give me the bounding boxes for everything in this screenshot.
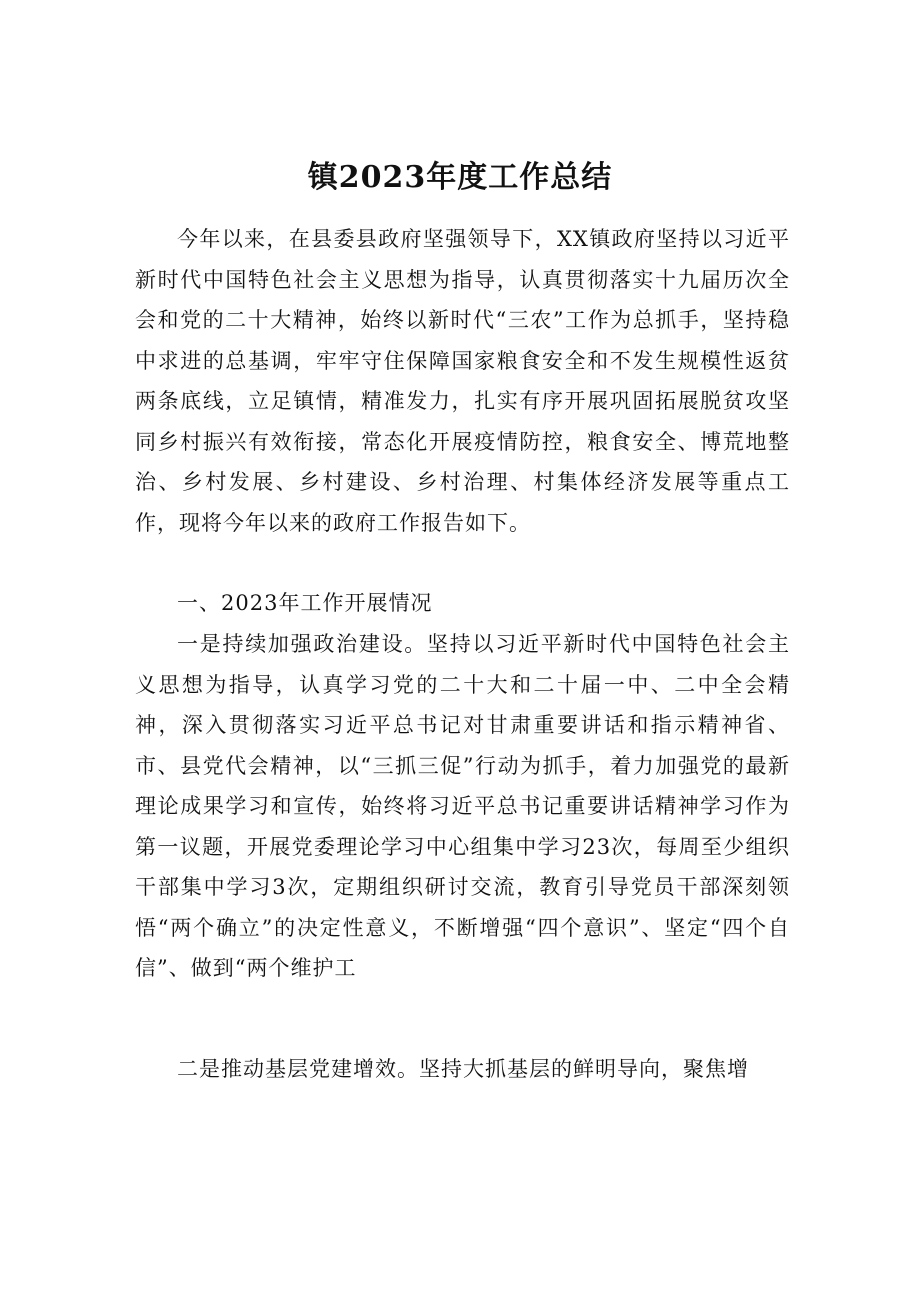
item-two-paragraph: 二是推动基层党建增效。坚持大抓基层的鲜明导向，聚焦增: [177, 1057, 749, 1081]
item-one-paragraph: 一是持续加强政治建设。坚持以习近平新时代中国特色社会主义思想为指导，认真学习党的二十大和二十届一中、二中全会精神，深入贯彻落实习近平总书记对甘肃重要讲话和指示精神省、市、县党代会精神，以“三抓三促”行动为抓手，着力加强党的最新理论成果学习和宣传，始终将习近平总书记重要讲话精神学习作为第一议题，开展党委理论学习中心组集中学习23次，每周至少组织干部集中学习3次，定期组织研讨交流，教育引导党员干部深刻领悟“两个确立”的决定性意义，不断增强“四个意识”、坚定“四个自信”、做到“两个维护工: [135, 632, 790, 980]
section-heading: 一、2023年工作开展情况: [177, 591, 433, 615]
document-title: 镇2023年度工作总结: [307, 160, 613, 195]
intro-paragraph: 今年以来，在县委县政府坚强领导下，XX镇政府坚持以习近平新时代中国特色社会主义思想为指导，认真贯彻落实十九届历次全会和党的二十大精神，始终以新时代“三农”工作为总抓手，坚持稳中求进的总基调，牢牢守住保障国家粮食安全和不发生规模性返贫两条底线，立足镇情，精准发力，扎实有序开展巩固拓展脱贫攻坚同乡村振兴有效衔接，常态化开展疫情防控，粮食安全、博荒地整治、乡村发展、乡村建设、乡村治理、村集体经济发展等重点工作，现将今年以来的政府工作报告如下。: [135, 227, 790, 535]
